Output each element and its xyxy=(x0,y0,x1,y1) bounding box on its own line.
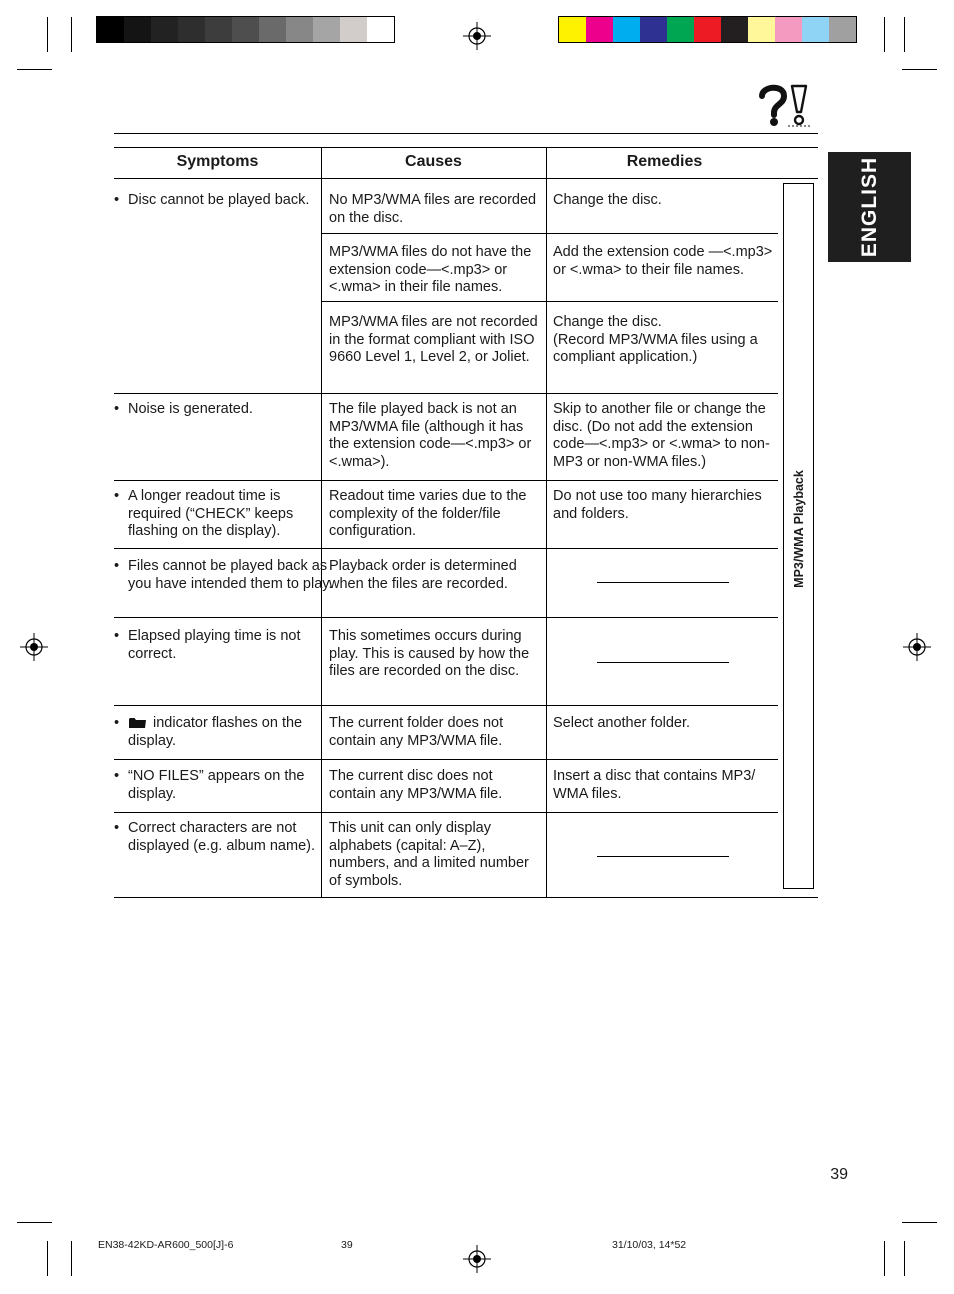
color-swatch xyxy=(259,17,286,42)
registration-mark-icon xyxy=(463,22,491,50)
grayscale-bar xyxy=(96,16,395,43)
remedy-cell: Skip to another file or change the disc. (Do not add the extension code—<.mp3> or <.wma> to non-MP3 or non-WMA files.) xyxy=(553,401,770,470)
color-swatch xyxy=(640,17,667,42)
symptom-cell: • Files cannot be played back as you have intended them to play. xyxy=(114,558,333,592)
cause-cell: This unit can only display alphabets (capital: A–Z), numbers, and a limited number of symbols. xyxy=(329,820,529,889)
cause-cell: The file played back is not an MP3/WMA file (although it has the extension code—<.mp3> or <.wma>). xyxy=(329,401,532,470)
symptom-cell: • Noise is generated. xyxy=(114,401,253,417)
crop-mark xyxy=(902,69,937,70)
registration-mark-icon xyxy=(463,1245,491,1273)
row-divider xyxy=(114,617,778,618)
crop-mark xyxy=(71,17,72,52)
symptom-cell: • Correct characters are not displayed (e.g. album name). xyxy=(114,820,315,854)
row-divider xyxy=(114,705,778,706)
color-swatch xyxy=(802,17,829,42)
crop-mark xyxy=(71,1241,72,1276)
symptom-cell: • Elapsed playing time is not correct. xyxy=(114,628,301,662)
header-symptoms: Symptoms xyxy=(176,153,259,170)
crop-mark xyxy=(904,1241,905,1276)
row-divider xyxy=(114,548,778,549)
row-divider xyxy=(114,812,778,813)
header-remedies: Remedies xyxy=(626,153,703,170)
section-label-text: MP3/WMA Playback xyxy=(791,470,806,588)
cause-cell: This sometimes occurs during play. This is caused by how the files are recorded on the disc. xyxy=(329,628,530,679)
remedy-blank-line xyxy=(597,582,729,583)
row-divider xyxy=(114,480,778,481)
cause-cell: MP3/WMA files do not have the extension code—<.mp3> or <.wma> in their file names. xyxy=(329,244,532,295)
table-bottom-border xyxy=(114,897,818,898)
page-number: 39 xyxy=(830,1166,848,1183)
crop-mark xyxy=(902,1222,937,1223)
footer-page: 39 xyxy=(341,1239,353,1251)
remedy-blank-line xyxy=(597,662,729,663)
symptom-cell: • “NO FILES” appears on the display. xyxy=(114,768,305,802)
color-swatch xyxy=(205,17,232,42)
crop-mark xyxy=(17,69,52,70)
row-divider xyxy=(114,393,778,394)
header-bottom-border xyxy=(114,178,818,179)
crop-mark xyxy=(47,1241,48,1276)
remedy-cell: Add the extension code —<.mp3> or <.wma> to their file names. xyxy=(553,244,773,278)
color-swatch xyxy=(286,17,313,42)
cause-cell: Playback order is determined when the files are recorded. xyxy=(329,558,517,592)
registration-mark-icon xyxy=(20,633,48,661)
troubleshooting-icon xyxy=(756,82,816,128)
color-swatch xyxy=(667,17,694,42)
remedy-cell: Change the disc. xyxy=(553,192,662,208)
color-swatch xyxy=(340,17,367,42)
symptom-cell: • Disc cannot be played back. xyxy=(114,192,310,208)
table-top-border xyxy=(114,147,818,148)
color-swatch xyxy=(721,17,748,42)
cause-cell: The current disc does not contain any MP3/WMA file. xyxy=(329,768,503,802)
cause-cell: Readout time varies due to the complexity of the folder/file configuration. xyxy=(329,488,527,539)
section-side-label xyxy=(783,183,814,889)
color-swatch xyxy=(829,17,856,42)
color-swatch xyxy=(178,17,205,42)
crop-mark xyxy=(904,17,905,52)
color-swatch xyxy=(313,17,340,42)
color-swatch xyxy=(97,17,124,42)
color-swatch xyxy=(775,17,802,42)
row-divider xyxy=(321,233,778,234)
column-divider xyxy=(546,147,547,898)
crop-mark xyxy=(884,17,885,52)
footer-timestamp: 31/10/03, 14*52 xyxy=(612,1239,687,1251)
cause-cell: MP3/WMA files are not recorded in the format compliant with ISO 9660 Level 1, Level 2, or Joliet. xyxy=(329,314,538,365)
color-swatch xyxy=(367,17,394,42)
color-swatch xyxy=(748,17,775,42)
cause-cell: The current folder does not contain any MP3/WMA file. xyxy=(329,715,504,749)
cause-cell: No MP3/WMA files are recorded on the disc. xyxy=(329,192,537,226)
remedy-cell: Change the disc. (Record MP3/WMA files using a compliant application.) xyxy=(553,314,758,365)
language-tab xyxy=(828,152,911,262)
row-divider xyxy=(321,301,778,302)
registration-mark-icon xyxy=(903,633,931,661)
color-swatch xyxy=(232,17,259,42)
top-rule xyxy=(114,133,818,134)
language-tab-label: ENGLISH xyxy=(857,156,881,258)
remedy-cell: Insert a disc that contains MP3/ WMA files. xyxy=(553,768,756,802)
color-swatch xyxy=(124,17,151,42)
color-swatch xyxy=(151,17,178,42)
color-bar xyxy=(558,16,857,43)
crop-mark xyxy=(47,17,48,52)
color-swatch xyxy=(694,17,721,42)
folder-icon xyxy=(128,716,147,729)
crop-mark xyxy=(884,1241,885,1276)
footer-filename: EN38-42KD-AR600_500[J]-6 xyxy=(98,1239,234,1251)
remedy-cell: Do not use too many hierarchies and folders. xyxy=(553,488,762,522)
color-swatch xyxy=(586,17,613,42)
row-divider xyxy=(114,759,778,760)
crop-mark xyxy=(17,1222,52,1223)
header-causes: Causes xyxy=(405,153,462,170)
symptom-cell: • A longer readout time is required (“CHECK” keeps flashing on the display). xyxy=(114,488,294,539)
color-swatch xyxy=(559,17,586,42)
remedy-blank-line xyxy=(597,856,729,857)
remedy-cell: Select another folder. xyxy=(553,715,691,731)
symptom-cell: • indicator flashes on the display. xyxy=(114,715,303,749)
color-swatch xyxy=(613,17,640,42)
